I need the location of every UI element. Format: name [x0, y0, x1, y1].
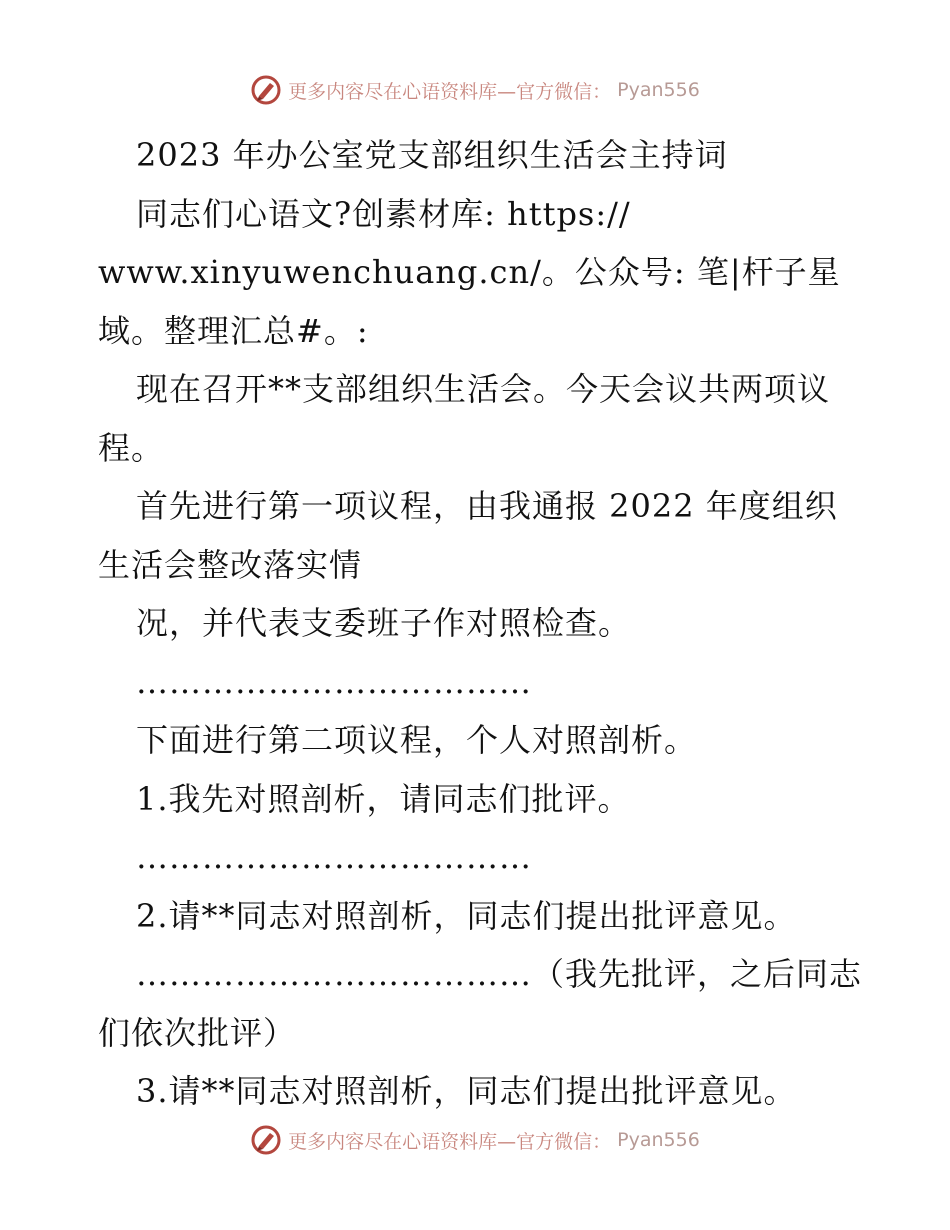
document-line: 2.请**同志对照剖析，同志们提出批评意见。 [136, 896, 797, 935]
document-line: 况，并代表支委班子作对照检查。 [136, 604, 632, 642]
document-line: 1.我先对照剖析，请同志们批评。 [136, 779, 631, 818]
pen-logo-icon [250, 1124, 282, 1156]
document-line: 下面进行第二项议程，个人对照剖析。 [136, 721, 698, 759]
watermark-text: 更多内容尽在心语资料库—官方微信： [288, 1130, 612, 1153]
document-line: 2023 年办公室党支部组织生活会主持词 [136, 136, 728, 174]
document-line: www.xinyuwenchuang.cn/。公众号: 笔|杆子星 [98, 253, 841, 291]
document-line: 生活会整改落实情 [98, 545, 363, 584]
watermark-wechat-id: Pyan556 [617, 79, 700, 101]
document-line: 3.请**同志对照剖析，同志们提出批评意见。 [136, 1072, 797, 1110]
document-line: 程。 [98, 428, 165, 467]
watermark-banner-top [0, 70, 950, 110]
document-line: ………………………………（我先批评，之后同志 [136, 955, 863, 993]
document-line: 们依次批评） [98, 1013, 297, 1052]
document-line: ……………………………… [136, 662, 532, 701]
watermark-text: 更多内容尽在心语资料库—官方微信： [288, 80, 612, 103]
pen-logo-icon [250, 74, 282, 106]
document-line: 首先进行第一项议程，由我通报 2022 年度组织 [136, 487, 838, 525]
document-line: 域。整理汇总#。: [98, 311, 369, 350]
document-line: ……………………………… [136, 838, 532, 876]
document-line: 现在召开**支部组织生活会。今天会议共两项议 [136, 370, 831, 408]
document-body [98, 126, 863, 1121]
document-line: 同志们心语文?创素材库: https:// [136, 194, 631, 233]
watermark-banner-bottom [0, 1120, 950, 1160]
watermark-wechat-id: Pyan556 [617, 1129, 700, 1151]
